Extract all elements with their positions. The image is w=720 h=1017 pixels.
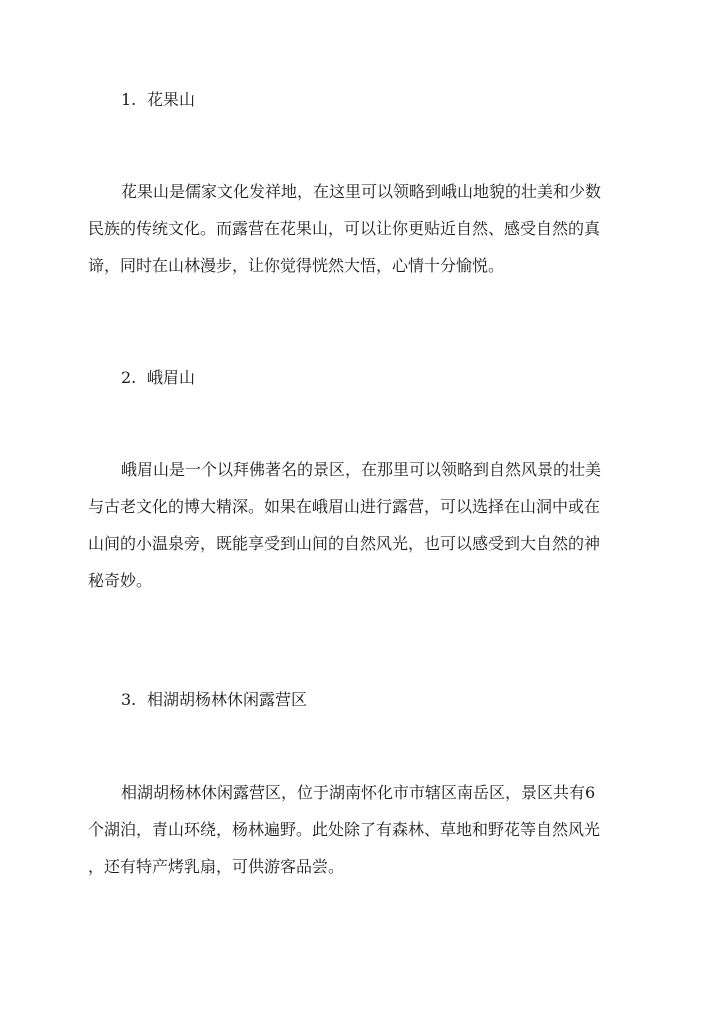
paragraph-line: 相湖胡杨林休闲露营区，位于湖南怀化市市辖区南岳区，景区共有6: [121, 783, 596, 802]
section-heading-1: [121, 89, 195, 111]
paragraph-line: 谛，同时在山林漫步，让你觉得恍然大悟，心情十分愉悦。: [88, 256, 505, 275]
section-title: 峨眉山: [147, 368, 196, 387]
section-paragraph-1: [88, 173, 634, 284]
section-paragraph-2: [88, 451, 634, 599]
paragraph-line: 个湖泊，青山环绕，杨林遍野。此处除了有森林、草地和野花等自然风光: [88, 820, 601, 839]
section-heading-2: [121, 367, 195, 389]
paragraph-line: 花果山是儒家文化发祥地，在这里可以领略到峨山地貌的壮美和少数: [121, 182, 602, 201]
section-title: 相湖胡杨林休闲露营区: [147, 690, 308, 709]
section-title: 花果山: [147, 90, 196, 109]
paragraph-line: 山间的小温泉旁，既能享受到山间的自然风光，也可以感受到大自然的神: [88, 534, 601, 553]
section-number: 1.: [121, 90, 137, 109]
section-number: 2.: [121, 368, 137, 387]
paragraph-line: 与古老文化的博大精深。如果在峨眉山进行露营，可以选择在山洞中或在: [88, 497, 601, 516]
paragraph-line: 峨眉山是一个以拜佛著名的景区，在那里可以领略到自然风景的壮美: [121, 460, 602, 479]
section-number: 3.: [121, 690, 137, 709]
paragraph-line: 民族的传统文化。而露营在花果山，可以让你更贴近自然、感受自然的真: [88, 219, 601, 238]
paragraph-line: 秘奇妙。: [88, 571, 153, 590]
section-heading-3: [121, 689, 307, 711]
paragraph-line: ，还有特产烤乳扇，可供游客品尝。: [88, 857, 345, 876]
section-paragraph-3: [88, 774, 634, 885]
